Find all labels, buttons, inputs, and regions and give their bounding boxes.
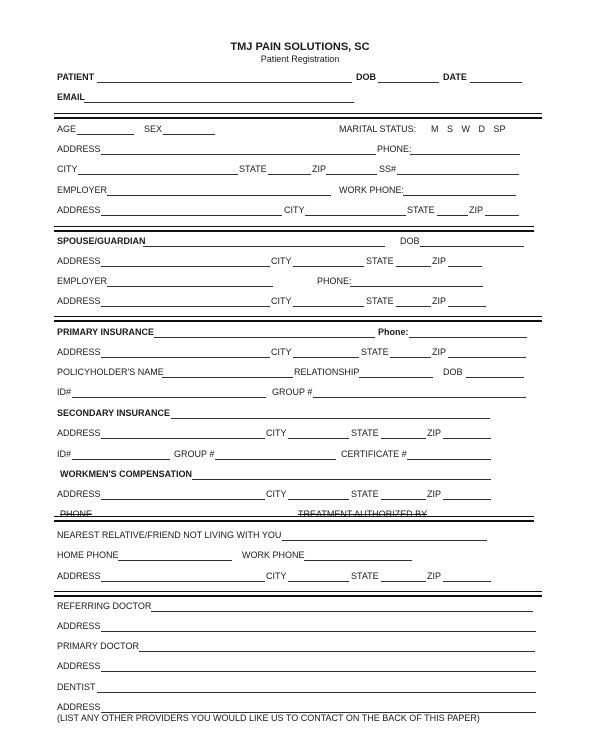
relative-city-field[interactable] bbox=[288, 581, 349, 582]
patient-dob-field[interactable] bbox=[378, 82, 439, 83]
dentist-label: DENTIST bbox=[57, 682, 96, 692]
employer-address-field[interactable] bbox=[101, 215, 282, 216]
employer-city-label: CITY bbox=[284, 205, 305, 215]
zip-label: ZIP bbox=[312, 164, 327, 174]
section-divider bbox=[54, 316, 542, 322]
employer-state-field[interactable] bbox=[437, 215, 468, 216]
relative-city-label: CITY bbox=[266, 571, 287, 581]
secondary-state-label: STATE bbox=[351, 428, 379, 438]
spouse-zip-field[interactable] bbox=[448, 266, 482, 267]
insurance-id-label: ID# bbox=[57, 387, 72, 397]
spouse-dob-field[interactable] bbox=[420, 246, 524, 247]
certificate-label: CERTIFICATE # bbox=[341, 449, 407, 459]
spouse-employer-field[interactable] bbox=[107, 286, 273, 287]
insurance-group-label: GROUP # bbox=[272, 387, 313, 397]
secondary-address-label: ADDRESS bbox=[57, 428, 101, 438]
employer-zip-field[interactable] bbox=[485, 215, 519, 216]
relative-work-phone-field[interactable] bbox=[304, 560, 412, 561]
primary-doctor-field[interactable] bbox=[139, 651, 535, 652]
state-label: STATE bbox=[239, 164, 267, 174]
workmens-compensation-label: WORKMEN'S COMPENSATION bbox=[60, 469, 192, 479]
secondary-id-label: ID# bbox=[57, 449, 72, 459]
secondary-city-label: CITY bbox=[266, 428, 287, 438]
insurance-city-label: CITY bbox=[271, 347, 292, 357]
insurance-address-field[interactable] bbox=[101, 357, 270, 358]
spouse-employer-city-field[interactable] bbox=[293, 306, 364, 307]
policyholder-dob-field[interactable] bbox=[466, 377, 524, 378]
ssn-field[interactable] bbox=[397, 174, 519, 175]
spouse-address-field[interactable] bbox=[101, 266, 270, 267]
marital-status-options[interactable]: M S W D SP bbox=[431, 124, 506, 134]
section-divider bbox=[54, 516, 534, 522]
date-field[interactable] bbox=[470, 82, 522, 83]
relative-address-label: ADDRESS bbox=[57, 571, 101, 581]
secondary-zip-label: ZIP bbox=[427, 428, 442, 438]
spouse-zip-label: ZIP bbox=[432, 256, 447, 266]
workmens-city-field[interactable] bbox=[288, 499, 349, 500]
secondary-city-field[interactable] bbox=[288, 438, 349, 439]
workmens-zip-label: ZIP bbox=[427, 489, 442, 499]
treatment-authorized-label: TREATMENT AUTHORIZED BY bbox=[298, 509, 428, 519]
insurance-state-label: STATE bbox=[361, 347, 389, 357]
spouse-employer-zip-field[interactable] bbox=[448, 306, 486, 307]
secondary-state-field[interactable] bbox=[381, 438, 426, 439]
relative-address-field[interactable] bbox=[101, 581, 265, 582]
dentist-address-label: ADDRESS bbox=[57, 702, 101, 712]
spouse-state-field[interactable] bbox=[396, 266, 431, 267]
secondary-insurance-field[interactable] bbox=[171, 418, 490, 419]
work-phone-label: WORK PHONE: bbox=[339, 185, 405, 195]
workmens-address-label: ADDRESS bbox=[57, 489, 101, 499]
employer-state-label: STATE bbox=[407, 205, 435, 215]
city-field[interactable] bbox=[78, 174, 238, 175]
marital-status-label: MARITAL STATUS: bbox=[339, 124, 417, 134]
relative-state-label: STATE bbox=[351, 571, 379, 581]
spouse-employer-address-label: ADDRESS bbox=[57, 296, 101, 306]
insurance-id-field[interactable] bbox=[72, 397, 266, 398]
employer-field[interactable] bbox=[107, 195, 331, 196]
primary-insurance-field[interactable] bbox=[154, 337, 375, 338]
insurance-group-field[interactable] bbox=[313, 397, 526, 398]
spouse-employer-label: EMPLOYER bbox=[57, 276, 108, 286]
workmens-state-label: STATE bbox=[351, 489, 379, 499]
patient-name-field[interactable] bbox=[97, 82, 352, 83]
primary-insurance-phone-field[interactable] bbox=[409, 337, 527, 338]
address-field[interactable] bbox=[101, 154, 376, 155]
spouse-employer-state-field[interactable] bbox=[396, 306, 431, 307]
relative-home-phone-label: HOME PHONE bbox=[57, 550, 119, 560]
referring-address-field[interactable] bbox=[101, 631, 536, 632]
relative-state-field[interactable] bbox=[381, 581, 426, 582]
insurance-city-field[interactable] bbox=[293, 357, 359, 358]
relative-zip-label: ZIP bbox=[427, 571, 442, 581]
primary-insurance-phone-label: Phone: bbox=[378, 327, 409, 337]
insurance-zip-label: ZIP bbox=[432, 347, 447, 357]
referring-doctor-label: REFERRING DOCTOR bbox=[57, 601, 152, 611]
secondary-zip-field[interactable] bbox=[443, 438, 491, 439]
policyholder-name-field[interactable] bbox=[162, 377, 293, 378]
secondary-group-label: GROUP # bbox=[174, 449, 215, 459]
spouse-employer-city-label: CITY bbox=[271, 296, 292, 306]
patient-dob-label: DOB bbox=[356, 72, 376, 82]
form-subtitle: Patient Registration bbox=[260, 54, 340, 64]
form-title: TMJ PAIN SOLUTIONS, SC bbox=[230, 41, 370, 53]
relative-work-phone-label: WORK PHONE bbox=[242, 550, 305, 560]
spouse-guardian-field[interactable] bbox=[143, 246, 385, 247]
phone-label: PHONE: bbox=[377, 144, 412, 154]
spouse-address-label: ADDRESS bbox=[57, 256, 101, 266]
spouse-city-field[interactable] bbox=[293, 266, 364, 267]
referring-address-label: ADDRESS bbox=[57, 621, 101, 631]
referring-doctor-field[interactable] bbox=[151, 611, 533, 612]
secondary-address-field[interactable] bbox=[101, 438, 265, 439]
primary-doctor-label: PRIMARY DOCTOR bbox=[57, 641, 140, 651]
dentist-field[interactable] bbox=[97, 692, 536, 693]
workmens-phone-label: PHONE bbox=[60, 509, 93, 519]
workmens-address-field[interactable] bbox=[101, 499, 265, 500]
section-divider bbox=[54, 113, 542, 119]
primary-insurance-label: PRIMARY INSURANCE bbox=[57, 327, 155, 337]
workmens-zip-field[interactable] bbox=[443, 499, 491, 500]
workmens-compensation-field[interactable] bbox=[192, 479, 491, 480]
spouse-employer-state-label: STATE bbox=[366, 296, 394, 306]
insurance-state-field[interactable] bbox=[390, 357, 431, 358]
workmens-city-label: CITY bbox=[266, 489, 287, 499]
spouse-employer-address-field[interactable] bbox=[101, 306, 270, 307]
spouse-phone-label: PHONE: bbox=[317, 276, 352, 286]
other-providers-note: (LIST ANY OTHER PROVIDERS YOU WOULD LIKE US TO CONTACT ON THE BACK OF THIS PAPER) bbox=[57, 713, 480, 723]
age-field[interactable] bbox=[77, 134, 134, 135]
section-divider bbox=[54, 591, 542, 597]
spouse-employer-zip-label: ZIP bbox=[432, 296, 447, 306]
policyholder-name-label: POLICYHOLDER'S NAME bbox=[57, 367, 164, 377]
work-phone-field[interactable] bbox=[403, 195, 516, 196]
sex-label: SEX bbox=[144, 124, 163, 134]
patient-label: PATIENT bbox=[57, 72, 95, 82]
workmens-state-field[interactable] bbox=[381, 499, 426, 500]
email-field[interactable] bbox=[84, 102, 354, 103]
sex-field[interactable] bbox=[163, 134, 215, 135]
insurance-zip-field[interactable] bbox=[448, 357, 526, 358]
relative-zip-field[interactable] bbox=[443, 581, 491, 582]
spouse-city-label: CITY bbox=[271, 256, 292, 266]
primary-doctor-address-field[interactable] bbox=[101, 671, 536, 672]
employer-address-label: ADDRESS bbox=[57, 205, 101, 215]
date-label: DATE bbox=[443, 72, 467, 82]
spouse-dob-label: DOB bbox=[400, 236, 420, 246]
secondary-id-field[interactable] bbox=[72, 459, 170, 460]
insurance-address-label: ADDRESS bbox=[57, 347, 101, 357]
employer-city-field[interactable] bbox=[305, 215, 406, 216]
spouse-phone-field[interactable] bbox=[350, 286, 483, 287]
employer-label: EMPLOYER bbox=[57, 185, 108, 195]
spouse-guardian-label: SPOUSE/GUARDIAN bbox=[57, 236, 146, 246]
relationship-label: RELATIONSHIP bbox=[294, 367, 360, 377]
primary-doctor-address-label: ADDRESS bbox=[57, 661, 101, 671]
relative-home-phone-field[interactable] bbox=[118, 560, 232, 561]
spouse-state-label: STATE bbox=[366, 256, 394, 266]
relationship-field[interactable] bbox=[359, 377, 433, 378]
city-label: CITY bbox=[57, 164, 78, 174]
address-label: ADDRESS bbox=[57, 144, 101, 154]
ssn-label: SS# bbox=[379, 164, 397, 174]
state-field[interactable] bbox=[268, 174, 311, 175]
secondary-group-field[interactable] bbox=[215, 459, 336, 460]
nearest-relative-field[interactable] bbox=[282, 540, 487, 541]
nearest-relative-label: NEAREST RELATIVE/FRIEND NOT LIVING WITH YOU bbox=[57, 530, 282, 540]
section-divider bbox=[54, 226, 534, 232]
age-label: AGE bbox=[57, 124, 77, 134]
secondary-insurance-label: SECONDARY INSURANCE bbox=[57, 408, 171, 418]
policyholder-dob-label: DOB bbox=[443, 367, 463, 377]
certificate-field[interactable] bbox=[407, 459, 491, 460]
phone-field[interactable] bbox=[410, 154, 520, 155]
employer-zip-label: ZIP bbox=[469, 205, 484, 215]
email-label: EMAIL bbox=[57, 92, 85, 102]
zip-field[interactable] bbox=[326, 174, 377, 175]
